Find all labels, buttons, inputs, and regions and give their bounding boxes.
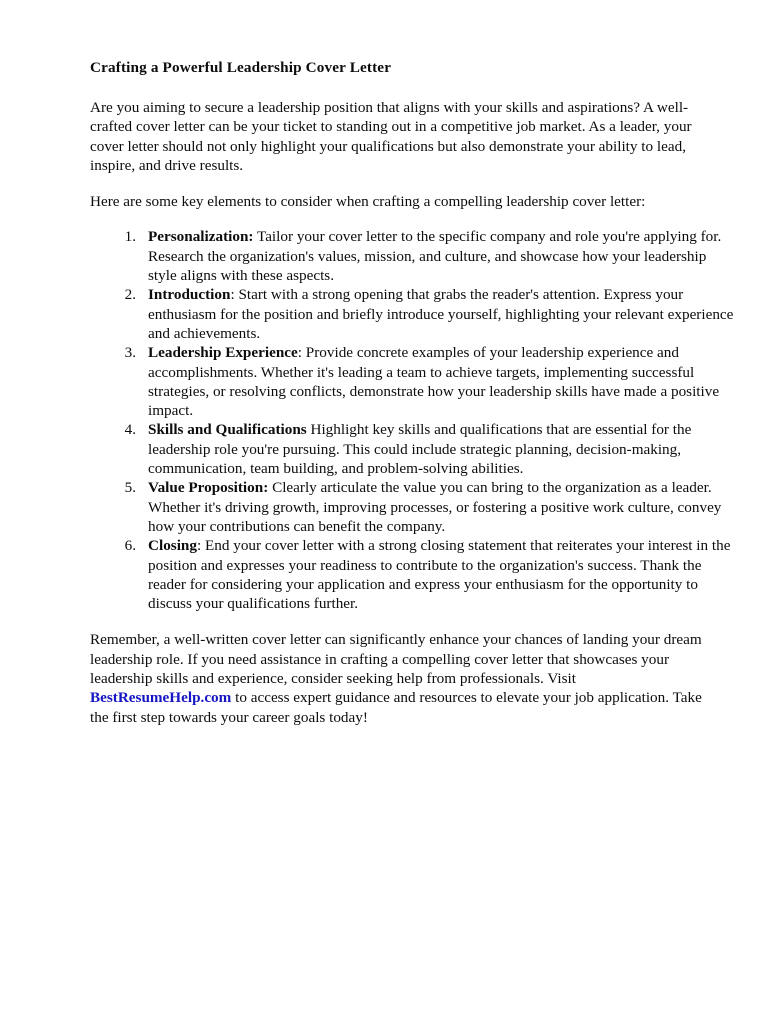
list-item-term: Introduction	[148, 286, 231, 304]
list-item-body: Clearly articulate the value you can bring to the organization as a leader. Whether it's driving growth, improving processes, or fostering a positive work culture, convey how your contributions can benefit the company.	[148, 479, 722, 535]
list-item-term: Value Proposition:	[148, 479, 269, 497]
closing-paragraph	[90, 630, 716, 726]
intro-paragraph: Are you aiming to secure a leadership position that aligns with your skills and aspirations? A well-crafted cover letter can be your ticket to standing out in a competitive job market. As a leader, your cover letter should not only highlight your qualifications but also demonstrate your ability to lead, inspire, and drive results.	[90, 99, 692, 174]
spacer-after-title	[90, 77, 716, 98]
list-item-body: : Start with a strong opening that grabs the reader's attention. Express your enthusiasm for the position and briefly introduce yourself, highlighting your relevant experience and achievements.	[148, 286, 734, 342]
document-body	[90, 58, 734, 727]
key-elements-list	[90, 227, 734, 613]
list-lead-in-paragraph: Here are some key elements to consider when crafting a compelling leadership cover letter:	[90, 193, 646, 211]
closing-text-after-link: to access expert guidance and resources to elevate your job application. Take the first step towards your career goals today!	[90, 689, 702, 726]
list-item-term: Closing	[148, 537, 197, 555]
list-item-term: Skills and Qualifications	[148, 421, 307, 439]
list-item-body: : Provide concrete examples of your leadership experience and accomplishments. Whether it's leading a team to achieve targets, implementing successful strategies, or resolving conflicts, demonstrate how your leadership skills have made a positive impact.	[148, 344, 720, 420]
closing-text-before-link: Remember, a well-written cover letter can significantly enhance your chances of landing your dream leadership role. If you need assistance in crafting a compelling cover letter that showcases your leadership skills and experience, consider seeking help from professionals. Visit	[90, 631, 702, 688]
list-item-body: Highlight key skills and qualifications that are essential for the leadership role you're pursuing. This could include strategic planning, decision-making, communication, team building, and problem-solving abilities.	[148, 421, 692, 478]
list-item	[110, 343, 734, 420]
spacer-before-closing	[90, 613, 716, 630]
list-item-body: Tailor your cover letter to the specific company and role you're applying for. Research the organization's values, mission, and culture, and showcase how your leadership style aligns with these aspects.	[148, 228, 722, 285]
list-item	[110, 478, 734, 536]
bestresumehelp-link[interactable]: BestResumeHelp.com	[90, 689, 232, 707]
list-item-body: : End your cover letter with a strong closing statement that reiterates your interest in the position and expresses your readiness to contribute to the organization's success. Thank the reader for considering your application and express your enthusiasm for the opportunity to discuss your qualifications further.	[148, 537, 731, 613]
list-item	[110, 227, 734, 285]
list-item	[110, 285, 734, 343]
spacer-after-intro	[90, 175, 716, 192]
page-title: Crafting a Powerful Leadership Cover Letter	[90, 59, 392, 76]
list-item-term: Personalization:	[148, 228, 254, 246]
list-item	[110, 536, 734, 613]
list-item	[110, 420, 734, 478]
spacer-before-list	[90, 211, 716, 227]
list-item-term: Leadership Experience	[148, 344, 298, 362]
